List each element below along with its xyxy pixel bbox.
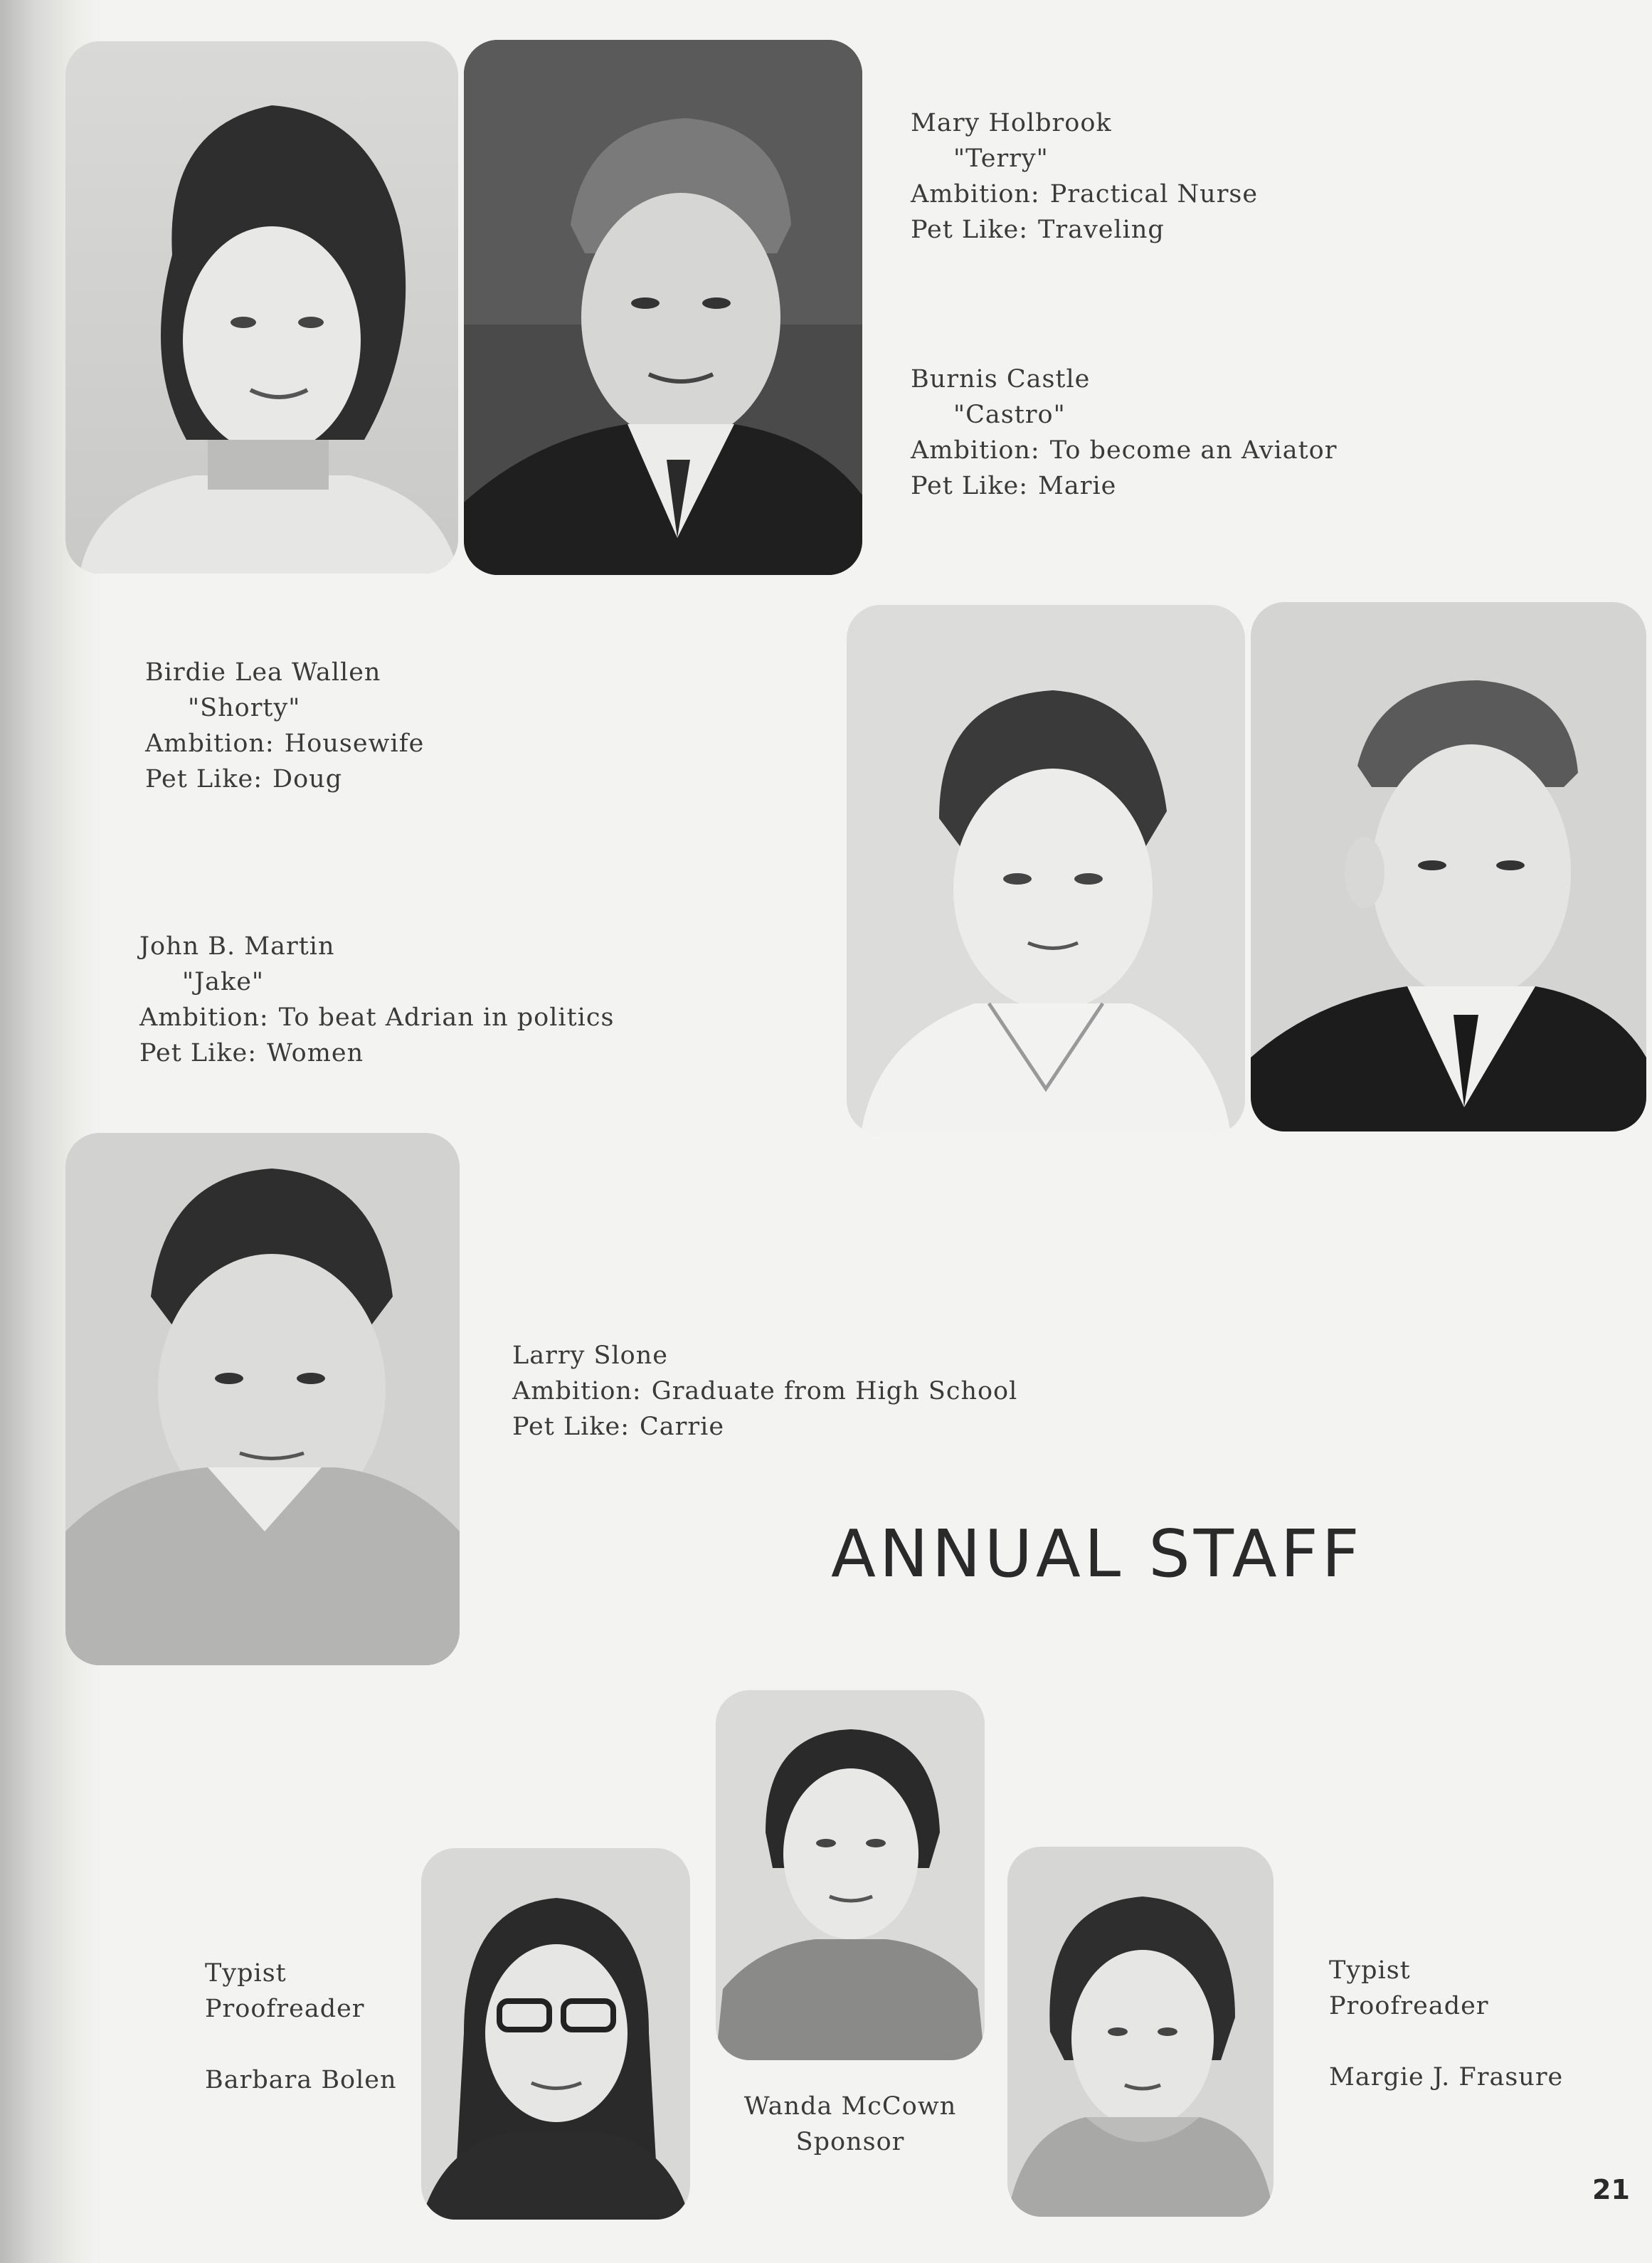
portrait-birdie-lea-wallen [847, 605, 1245, 1134]
ambition-label: Ambition: [911, 180, 1040, 209]
staff-role: Sponsor [795, 2128, 905, 2156]
pet-like-value: Doug [272, 765, 343, 793]
staff-role: Proofreader [1329, 1992, 1489, 2020]
pet-like-label: Pet Like: [145, 765, 263, 793]
caption-barbara-bolen [205, 1956, 397, 2098]
student-name: John B. Martin [139, 932, 335, 961]
caption-john-b-martin [139, 929, 614, 1071]
pet-like-value: Women [267, 1039, 364, 1067]
pet-like-label: Pet Like: [139, 1039, 258, 1067]
student-name: Birdie Lea Wallen [145, 658, 381, 687]
page-number: 21 [1592, 2174, 1630, 2205]
ambition-value: To beat Adrian in politics [278, 1003, 615, 1032]
pet-like-label: Pet Like: [512, 1413, 630, 1441]
staff-role: Typist [1329, 1956, 1411, 1985]
ambition-value: Graduate from High School [651, 1377, 1018, 1405]
ambition-label: Ambition: [911, 436, 1040, 465]
staff-role: Typist [205, 1959, 287, 1988]
ambition-value: To become an Aviator [1049, 436, 1338, 465]
staff-name: Margie J. Frasure [1329, 2063, 1564, 2091]
portrait-john-b-martin [1251, 602, 1646, 1132]
pet-like-value: Traveling [1038, 216, 1165, 244]
pet-like-label: Pet Like: [911, 472, 1029, 500]
staff-name: Barbara Bolen [205, 2066, 397, 2094]
caption-larry-slone [512, 1338, 1017, 1445]
caption-margie-j-frasure [1329, 1953, 1563, 2095]
portrait-burnis-castle [464, 40, 862, 575]
ambition-label: Ambition: [139, 1003, 269, 1032]
portrait-mary-holbrook [65, 41, 458, 574]
student-nickname: "Jake" [182, 968, 265, 996]
student-name: Mary Holbrook [911, 109, 1112, 137]
student-nickname: "Castro" [953, 401, 1066, 429]
pet-like-label: Pet Like: [911, 216, 1029, 244]
caption-burnis-castle [911, 362, 1337, 504]
student-name: Larry Slone [512, 1341, 668, 1370]
staff-role: Proofreader [205, 1995, 365, 2023]
caption-mary-holbrook [911, 105, 1258, 248]
student-name: Burnis Castle [911, 365, 1091, 394]
staff-name: Wanda McCown [743, 2092, 957, 2121]
pet-like-value: Marie [1038, 472, 1117, 500]
pet-like-value: Carrie [640, 1413, 725, 1441]
student-nickname: "Shorty" [188, 694, 301, 722]
portrait-larry-slone [65, 1133, 460, 1665]
student-nickname: "Terry" [953, 144, 1049, 173]
annual-staff-heading: ANNUAL STAFF [831, 1516, 1363, 1592]
ambition-value: Practical Nurse [1049, 180, 1259, 209]
portrait-margie-j-frasure [1007, 1847, 1274, 2217]
caption-wanda-mccown [719, 2089, 982, 2160]
caption-birdie-lea-wallen [145, 655, 424, 797]
portrait-barbara-bolen [421, 1848, 690, 2220]
ambition-value: Housewife [284, 729, 425, 758]
ambition-label: Ambition: [512, 1377, 642, 1405]
ambition-label: Ambition: [145, 729, 275, 758]
portrait-wanda-mccown [716, 1690, 985, 2060]
